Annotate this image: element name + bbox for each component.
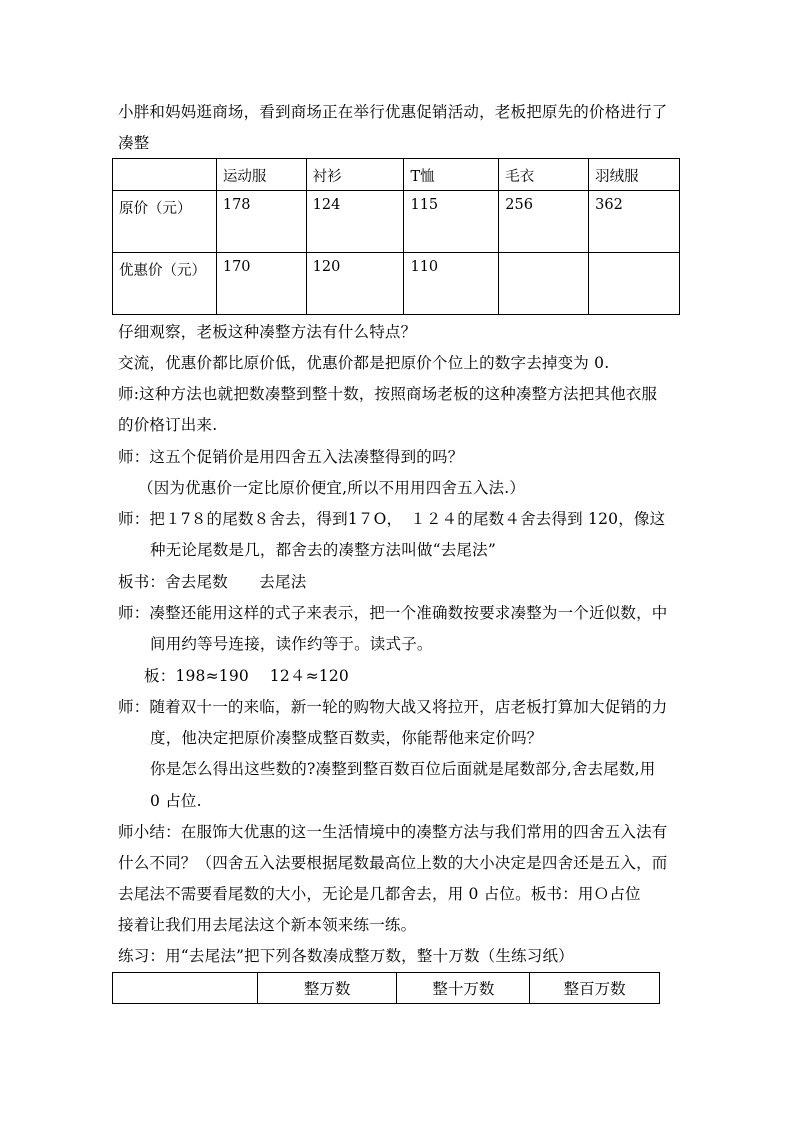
body-line: 接着让我们用去尾法这个新本领来练一练。	[118, 916, 417, 934]
body-line: 师：把１7８的尾数８舍去，得到1７O， １２４的尾数４舍去得到 120，像这	[118, 510, 666, 528]
table-row	[113, 253, 680, 315]
table-cell: 120	[306, 253, 404, 315]
table-cell: 362	[589, 191, 680, 253]
table-row-label: 优惠价（元）	[113, 253, 217, 315]
body-line: 度，他决定把原价凑整成整百数卖，你能帮他来定价吗？	[150, 729, 543, 747]
table-cell: 115	[404, 191, 499, 253]
table-header-cell	[113, 159, 217, 191]
body-line: 交流，优惠价都比原价低，优惠价都是把原价个位上的数字去掉变为 0.	[118, 354, 610, 372]
table-header-cell: 运动服	[216, 159, 306, 191]
table-cell: 110	[404, 253, 499, 315]
body-line: 0 占位.	[150, 792, 202, 810]
table-header-cell	[113, 973, 258, 1004]
body-line: 种无论尾数是几，都舍去的凑整方法叫做“去尾法”	[150, 541, 496, 559]
table-cell: 178	[216, 191, 306, 253]
body-line: 师：凑整还能用这样的式子来表示，把一个准确数按要求凑整为一个近似数，中	[118, 604, 668, 622]
table-header-cell: 整万数	[257, 973, 397, 1004]
body-line: 板书：舍去尾数 去尾法	[118, 573, 307, 591]
table-header-cell: 整十万数	[397, 973, 530, 1004]
body-line: （因为优惠价一定比原价便宜,所以不用用四舍五入法.）	[138, 479, 526, 497]
body-line: 师小结：在服饰大优惠的这一生活情境中的凑整方法与我们常用的四舍五入法有	[118, 823, 668, 841]
table-cell	[499, 253, 589, 315]
table-header-cell: 毛衣	[499, 159, 589, 191]
table-cell: 170	[216, 253, 306, 315]
table-header-cell: T恤	[404, 159, 499, 191]
intro-line-2: 凑整	[118, 134, 150, 152]
body-line: 间用约等号连接，读作约等于。读式子。	[150, 635, 433, 653]
price-table-header-row	[113, 159, 680, 191]
body-line: 师：这五个促销价是用四舍五入法凑整得到的吗？	[118, 448, 464, 466]
body-line: 板：198≈190 12４≈120	[144, 667, 349, 685]
table-row	[113, 191, 680, 253]
body-line: 师：随着双十一的来临，新一轮的购物大战又将拉开，店老板打算加大促销的力	[118, 698, 668, 716]
table-header-cell: 羽绒服	[589, 159, 680, 191]
intro-line-1: 小胖和妈妈逛商场，看到商场正在举行优惠促销活动，老板把原先的价格进行了	[118, 103, 668, 121]
body-line: 练习：用“去尾法”把下列各数凑成整万数，整十万数（生练习纸）	[118, 947, 574, 965]
table-cell	[589, 253, 680, 315]
body-line: 什么不同？（四舍五入法要根据尾数最高位上数的大小决定是四舍还是五入，而	[118, 854, 668, 872]
body-line: 师:这种方法也就把数凑整到整十数，按照商场老板的这种凑整方法把其他衣服	[118, 385, 658, 403]
table-row-label: 原价（元）	[113, 191, 217, 253]
table-cell: 124	[306, 191, 404, 253]
body-line: 仔细观察，老板这种凑整方法有什么特点？	[118, 323, 417, 341]
table-header-cell: 衬衫	[306, 159, 404, 191]
body-line: 的价格订出来.	[118, 416, 218, 434]
body-line: 你是怎么得出这些数的?凑整到整百数百位后面就是尾数部分,舍去尾数,用	[150, 760, 656, 778]
body-line: 去尾法不需要看尾数的大小，无论是几都舍去，用 0 占位。板书：用Ｏ占位	[118, 885, 641, 903]
table-cell: 256	[499, 191, 589, 253]
table-header-cell: 整百万数	[530, 973, 660, 1004]
price-table	[112, 158, 680, 315]
exercise-table	[112, 972, 660, 1004]
exercise-table-header-row	[113, 973, 660, 1004]
